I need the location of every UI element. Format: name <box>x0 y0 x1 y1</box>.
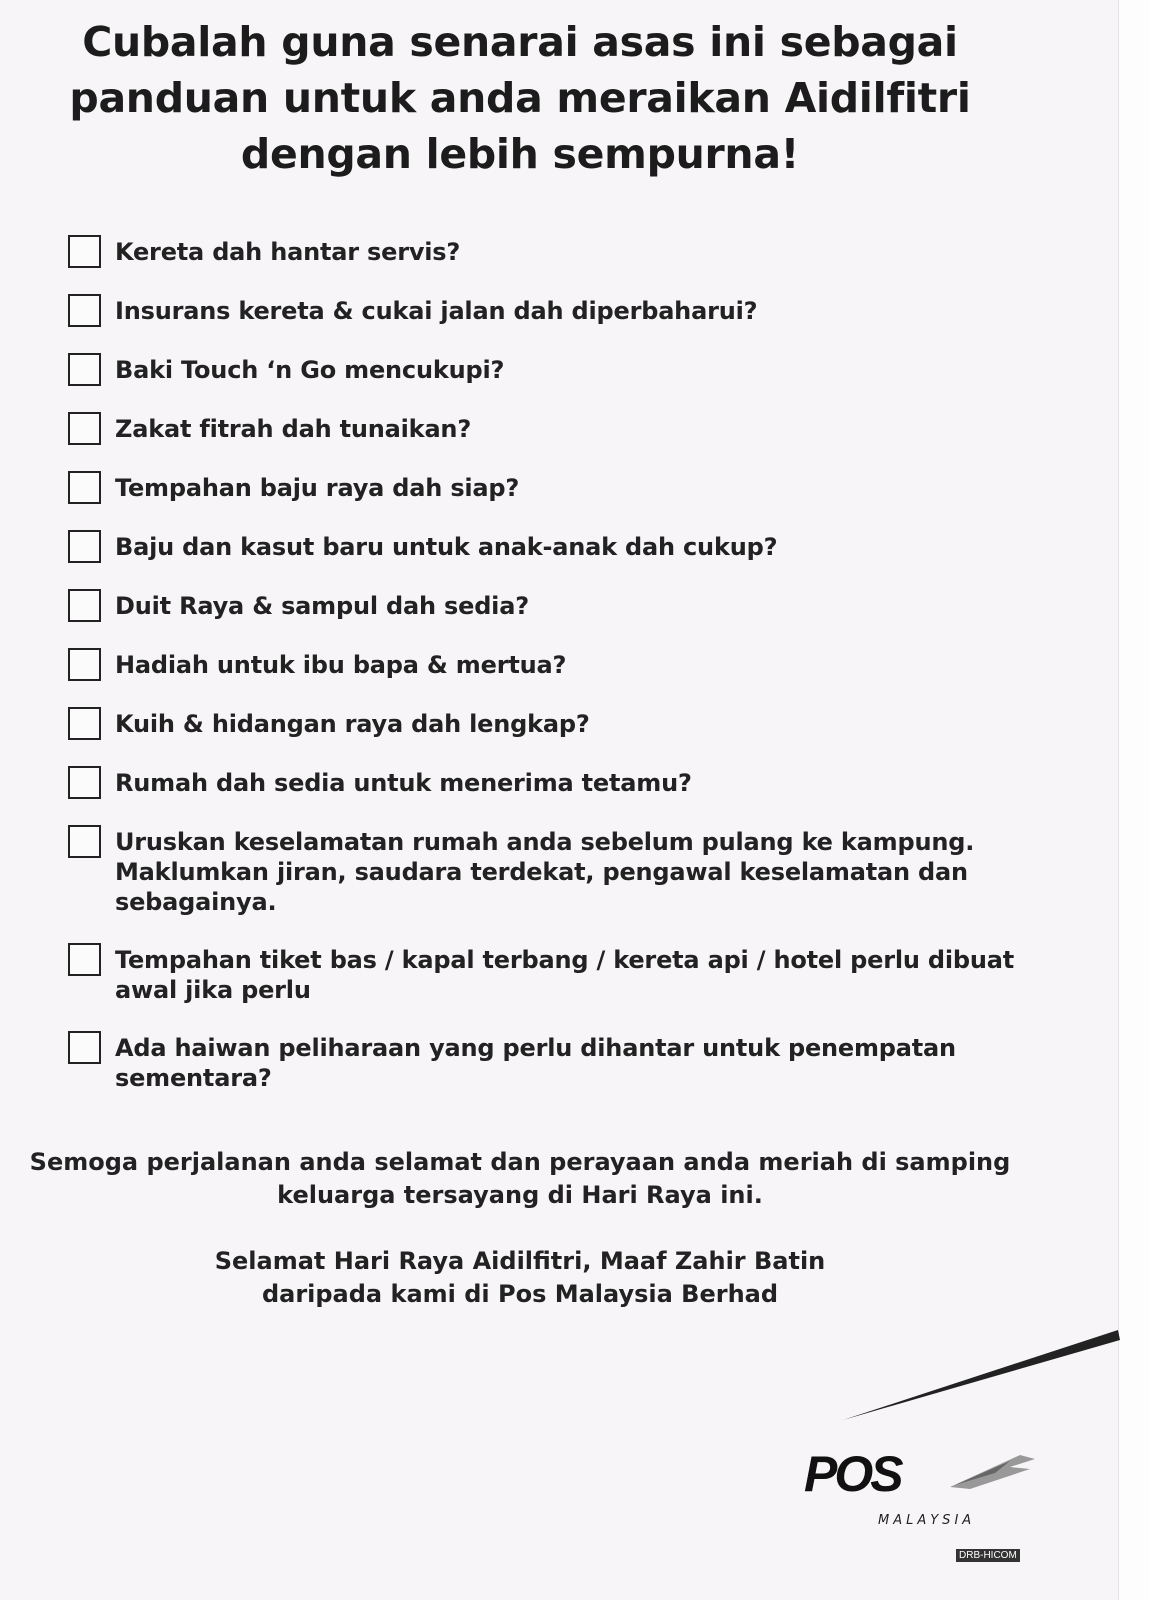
checklist-item <box>68 532 1028 563</box>
checklist-label <box>115 414 471 444</box>
checklist-label <box>115 709 590 739</box>
checkbox[interactable] <box>68 530 101 563</box>
checklist-label-line: sebagainya. <box>115 888 277 916</box>
checklist-label-line: Rumah dah sedia untuk menerima tetamu? <box>115 769 692 797</box>
checklist-label-line: Hadiah untuk ibu bapa & mertua? <box>115 651 567 679</box>
checklist-label <box>115 473 519 503</box>
checkbox[interactable] <box>68 412 101 445</box>
checklist-label <box>115 296 757 326</box>
checkbox[interactable] <box>68 471 101 504</box>
page-title <box>0 14 1040 182</box>
checklist-item <box>68 296 1028 327</box>
checkbox[interactable] <box>68 353 101 386</box>
checklist-item <box>68 473 1028 504</box>
checklist-label-line: Baki Touch ‘n Go mencukupi? <box>115 356 505 384</box>
checklist-label-line: Insurans kereta & cukai jalan dah diperbaharui? <box>115 297 758 325</box>
checkbox[interactable] <box>68 766 101 799</box>
title-line: dengan lebih sempurna! <box>240 130 800 178</box>
checklist-label <box>115 591 529 621</box>
checkbox[interactable] <box>68 1031 101 1064</box>
greeting-line: Selamat Hari Raya Aidilfitri, Maaf Zahir Batin <box>214 1247 826 1275</box>
closing-message <box>0 1146 1040 1212</box>
checklist-label-line: Tempahan tiket bas / kapal terbang / kereta api / hotel perlu dibuat <box>115 946 1015 974</box>
checklist-label <box>115 355 504 385</box>
checkbox[interactable] <box>68 235 101 268</box>
checklist-label <box>115 532 777 562</box>
drb-hicom-badge: DRB-HICOM <box>956 1549 1020 1562</box>
checklist-label-line: Kuih & hidangan raya dah lengkap? <box>115 710 590 738</box>
checklist-label <box>115 1033 956 1093</box>
page-edge <box>1118 0 1149 1600</box>
checklist-label <box>115 237 460 267</box>
checkbox[interactable] <box>68 825 101 858</box>
checklist-item <box>68 591 1028 622</box>
checklist-item <box>68 650 1028 681</box>
checklist-label-line: awal jika perlu <box>115 976 311 1004</box>
logo-subtext: MALAYSIA <box>878 1513 976 1528</box>
checklist-label-line: Baju dan kasut baru untuk anak-anak dah cukup? <box>115 533 778 561</box>
checklist-label <box>115 650 566 680</box>
checkbox[interactable] <box>68 648 101 681</box>
closing-line: Semoga perjalanan anda selamat dan perayaan anda meriah di samping <box>29 1148 1011 1176</box>
pos-malaysia-logo <box>800 1445 1050 1565</box>
checkbox[interactable] <box>68 943 101 976</box>
checkbox[interactable] <box>68 294 101 327</box>
checklist-label-line: Uruskan keselamatan rumah anda sebelum pulang ke kampung. <box>115 828 975 856</box>
logo-text: POS <box>804 1446 901 1502</box>
checklist-label-line: Duit Raya & sampul dah sedia? <box>115 592 529 620</box>
checkbox[interactable] <box>68 707 101 740</box>
greeting-line: daripada kami di Pos Malaysia Berhad <box>261 1280 779 1308</box>
checklist-label <box>115 827 974 917</box>
checklist-label-line: Ada haiwan peliharaan yang perlu dihantar untuk penempatan <box>115 1034 956 1062</box>
title-line: Cubalah guna senarai asas ini sebagai <box>82 18 958 66</box>
checklist-label-line: Kereta dah hantar servis? <box>115 238 461 266</box>
checklist-item <box>68 414 1028 445</box>
checklist-item <box>68 355 1028 386</box>
checklist-label-line: sementara? <box>115 1064 272 1092</box>
checklist-label-line: Zakat fitrah dah tunaikan? <box>115 415 472 443</box>
checklist-item <box>68 1033 1028 1093</box>
closing-line: keluarga tersayang di Hari Raya ini. <box>277 1181 763 1209</box>
checkbox[interactable] <box>68 589 101 622</box>
checklist-label-line: Tempahan baju raya dah siap? <box>115 474 520 502</box>
checklist-label <box>115 945 1014 1005</box>
checklist-item <box>68 945 1028 1005</box>
bird-icon <box>950 1447 1040 1497</box>
checklist-item <box>68 237 1028 268</box>
checklist-item <box>68 709 1028 740</box>
checklist-item <box>68 827 1028 917</box>
checklist-label-line: Maklumkan jiran, saudara terdekat, pengawal keselamatan dan <box>115 858 968 886</box>
checklist-item <box>68 768 1028 799</box>
checklist-label <box>115 768 692 798</box>
title-line: panduan untuk anda meraikan Aidilfitri <box>69 74 971 122</box>
greeting-message <box>0 1245 1040 1311</box>
